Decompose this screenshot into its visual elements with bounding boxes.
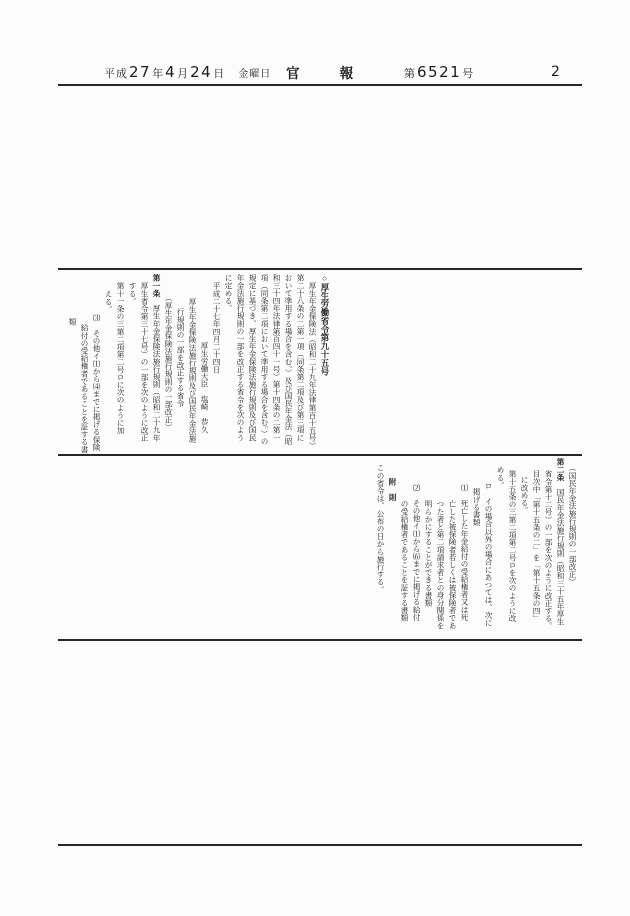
text-column: 亡した被保険者若しくは被保険者であ (448, 500, 457, 630)
text-column: 項（同条第二項において準用する場合を含む。）の (260, 274, 269, 445)
item-ro-column: ロ イの場合以外の場合にあつては、次に (484, 482, 493, 627)
ordinance-title-line-2: 行規則の一部を改正する省令 (176, 308, 185, 407)
supplementary-provisions-heading: 附 則 (388, 478, 397, 501)
article-1-caption: （厚生年金保険法施行規則の一部改正） (164, 294, 173, 431)
text-column: 厚生年金保険法（昭和二十九年法律第百十五号） (308, 282, 317, 450)
text-column: 第二十八条の二第一項（同条第二項及び第三項に (296, 274, 305, 442)
text-column: の受給権者であることを証する書類 (400, 500, 409, 622)
text-column: 類 (68, 318, 77, 326)
issue-unit: 号 (462, 68, 475, 80)
amendment-instruction: 第十一条の三第二項第二号ロに次のように加 (116, 282, 125, 434)
text-column: つた者と第二項請求者との身分関係を (436, 500, 445, 630)
masthead-title: 官報 (286, 66, 393, 81)
minister-signature: 厚生労働大臣 塩崎 恭久 (200, 342, 209, 434)
text-column: 年金法施行規則の一部を改正する省令を次のよう (236, 274, 245, 442)
ordinance-text-block-2 (374, 458, 578, 638)
article-1-number: 第一条 (152, 274, 161, 297)
text-column: する。 (128, 282, 137, 305)
article-2-opening: 第二条 国民年金法施行規則（昭和三十五年厚生 (556, 458, 565, 626)
issue-number (404, 63, 474, 81)
text-column: に改める。 (520, 476, 529, 514)
section-rule-2 (58, 454, 582, 456)
text-column: 第十五条の三第二項第二号ロを次のように改 (508, 470, 517, 622)
text-column: おいて準用する場合を含む。）及び国民年金法（昭 (284, 274, 293, 445)
heading-text: ○厚生労働省令第九十五号 (320, 274, 329, 376)
weekday-label: 金曜日 (238, 69, 272, 80)
item-1-column: ⑴ 死亡した年金給付の受給権者又は死 (460, 484, 469, 621)
text-column: 掲げる書類 (472, 488, 481, 526)
issue-number-value: 6521 (417, 63, 462, 81)
text-column: 明らかにすることができる書類 (424, 500, 433, 607)
ordinance-text-block-1 (66, 274, 330, 454)
ordinance-number-heading (318, 274, 330, 454)
article-2-caption: （国民年金法施行規則の一部改正） (568, 464, 577, 586)
text-column: める。 (496, 466, 505, 489)
year-unit: 年 (152, 68, 165, 80)
section-rule-3 (58, 639, 582, 641)
publication-date (104, 63, 271, 81)
text-column: 給付の受給権者であることを証する書 (80, 324, 89, 454)
article-1-opening: 第一条 厚生年金保険法施行規則（昭和二十九年 (152, 274, 161, 442)
month-unit: 月 (177, 68, 190, 80)
year-value: 27 (129, 63, 152, 81)
text-column: 厚生省令第三十七号）の一部を次のように改正 (140, 282, 149, 442)
item-3-column: ⑶ その他イ⑴から⑷までに掲げる保険 (92, 314, 101, 451)
text-column: 規定に基づき、厚生年金保険法施行規則及び国民 (248, 274, 257, 442)
article-2-number: 第二条 (556, 458, 565, 481)
issue-prefix: 第 (404, 68, 416, 80)
text-column: 省令第十二号）の一部を次のように改正する。 (544, 470, 553, 630)
day-value: 24 (190, 63, 213, 81)
item-2-column: ⑵ その他イ⑴から⑹までに掲げる給付 (412, 484, 421, 621)
text-column: 目次中「第十五条の二」を「第十五条の四」 (532, 470, 541, 622)
section-rule-1 (58, 268, 582, 270)
header-rule (58, 84, 582, 86)
section-rule-4 (58, 844, 582, 846)
month-value: 4 (165, 63, 177, 81)
text-column: 和三十四年法律第百四十一号）第十四条の二第一 (272, 274, 281, 442)
enforcement-clause: この省令は、公布の日から施行する。 (376, 464, 385, 594)
era-label: 平成 (104, 68, 128, 80)
promulgation-date: 平成二十七年四月二十四日 (212, 282, 221, 374)
page-number: 2 (551, 64, 560, 80)
day-unit: 日 (213, 68, 226, 80)
ordinance-title-line-1: 厚生年金保険法施行規則及び国民年金法施 (188, 298, 197, 443)
text-column: に定める。 (224, 274, 233, 312)
text-column: える。 (104, 290, 113, 313)
